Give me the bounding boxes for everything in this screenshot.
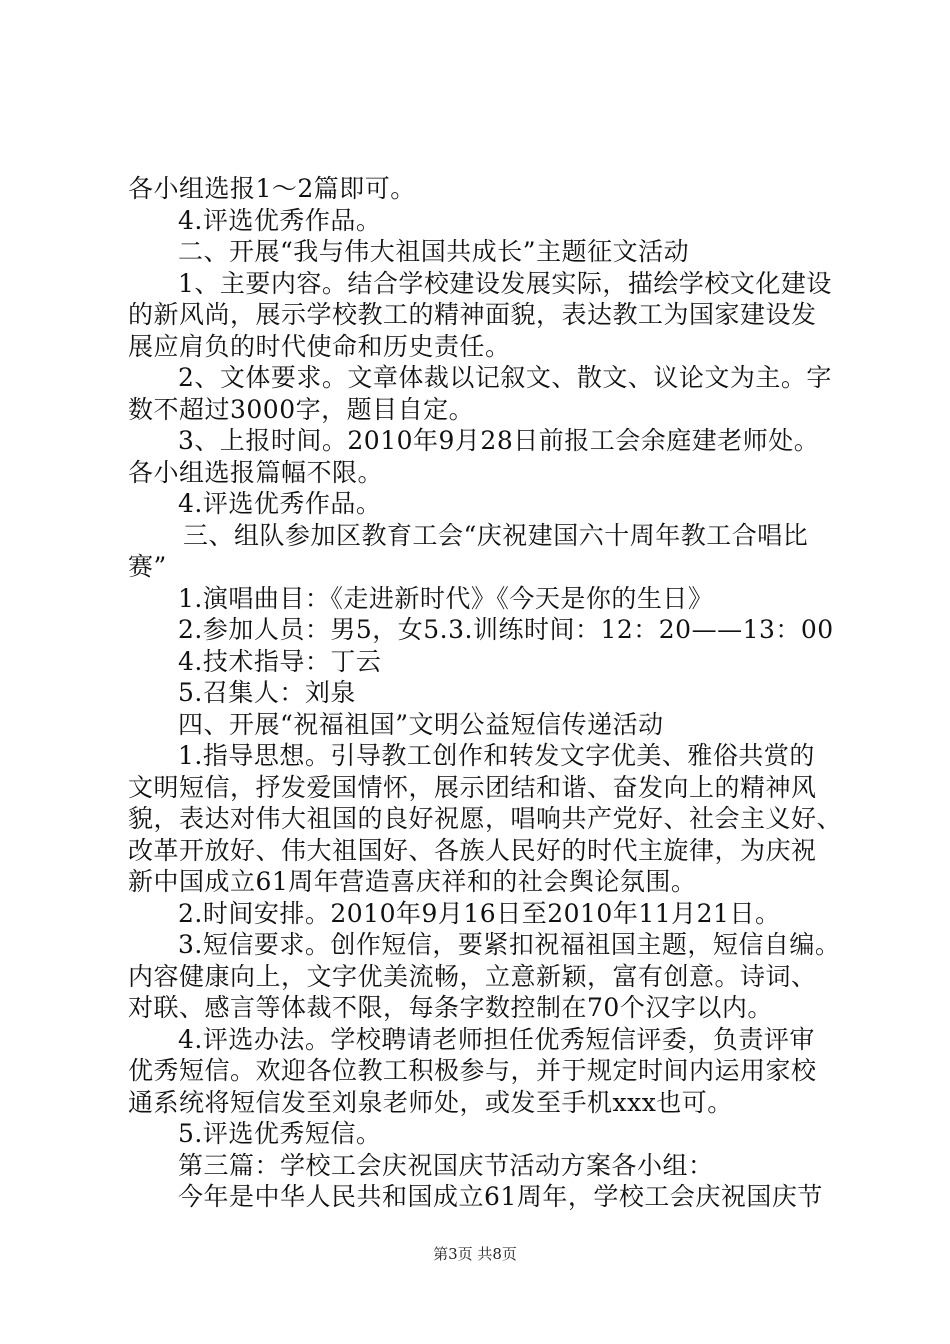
text-line: 3.短信要求。创作短信，要紧扣祝福祖国主题，短信自编。 (178, 930, 841, 959)
text-line: 4.评选优秀作品。 (178, 205, 382, 235)
text-line: 新中国成立61周年营造喜庆祥和的社会舆论氛围。 (128, 867, 697, 896)
section-heading: 第三篇：学校工会庆祝国庆节活动方案各小组： (178, 1150, 714, 1180)
text-line: 优秀短信。欢迎各位教工积极参与，并于规定时间内运用家校 (128, 1056, 817, 1085)
section-heading: 三、组队参加区教育工会“庆祝建国六十周年教工合唱比 (183, 520, 809, 550)
text-line: 1.演唱曲目：《走进新时代》《今天是你的生日》 (178, 583, 714, 613)
text-line: 1.指导思想。引导教工创作和转发文字优美、雅俗共赏的 (178, 741, 815, 770)
text-line: 通系统将短信发至刘泉老师处，或发至手机xxx也可。 (128, 1087, 733, 1117)
text-line: 5.评选优秀短信。 (178, 1119, 382, 1148)
text-line: 赛” (128, 552, 167, 581)
text-line: 1、主要内容。结合学校建设发展实际，描绘学校文化建设 (178, 268, 832, 298)
text-line: 2.时间安排。2010年9月16日至2010年11月21日。 (178, 898, 781, 928)
text-line: 改革开放好、伟大祖国好、各族人民好的时代主旋律，为庆祝 (128, 835, 817, 865)
text-line: 5.召集人：刘泉 (178, 678, 356, 707)
text-line: 数不超过3000字，题目自定。 (128, 394, 475, 424)
text-line: 的新风尚，展示学校教工的精神面貌，表达教工为国家建设发 (128, 300, 817, 329)
text-line: 内容健康向上，文字优美流畅，立意新颖，富有创意。诗词、 (128, 961, 817, 991)
text-line: 展应肩负的时代使命和历史责任。 (128, 331, 511, 361)
text-line: 对联、感言等体裁不限，每条字数控制在70个汉字以内。 (128, 993, 773, 1022)
text-line: 3、上报时间。2010年9月28日前报工会余庭建老师处。 (178, 426, 820, 455)
text-line: 今年是中华人民共和国成立61周年，学校工会庆祝国庆节 (178, 1182, 823, 1211)
section-heading: 四、开展“祝福祖国”文明公益短信传递活动 (178, 709, 664, 739)
text-line: 各小组选报篇幅不限。 (128, 457, 384, 487)
text-line: 4.评选办法。学校聘请老师担任优秀短信评委，负责评审 (178, 1024, 815, 1054)
text-line: 2、文体要求。文章体裁以记叙文、散文、议论文为主。字 (178, 363, 832, 392)
document-body (128, 173, 843, 1213)
section-heading: 二、开展“我与伟大祖国共成长”主题征文活动 (178, 237, 690, 266)
text-line: 2.参加人员：男5，女5.3.训练时间：12：20——13：00 (178, 615, 834, 644)
text-line: 貌，表达对伟大祖国的良好祝愿，唱响共产党好、社会主义好、 (128, 804, 843, 833)
text-line: 4.评选优秀作品。 (178, 489, 382, 518)
text-line: 各小组选报1～2篇即可。 (128, 174, 416, 203)
text-line: 4.技术指导：丁云 (178, 646, 382, 676)
text-line: 文明短信，抒发爱国情怀，展示团结和谐、奋发向上的精神风 (128, 772, 817, 802)
page-number-footer: 第3页 共8页 (433, 1245, 517, 1263)
